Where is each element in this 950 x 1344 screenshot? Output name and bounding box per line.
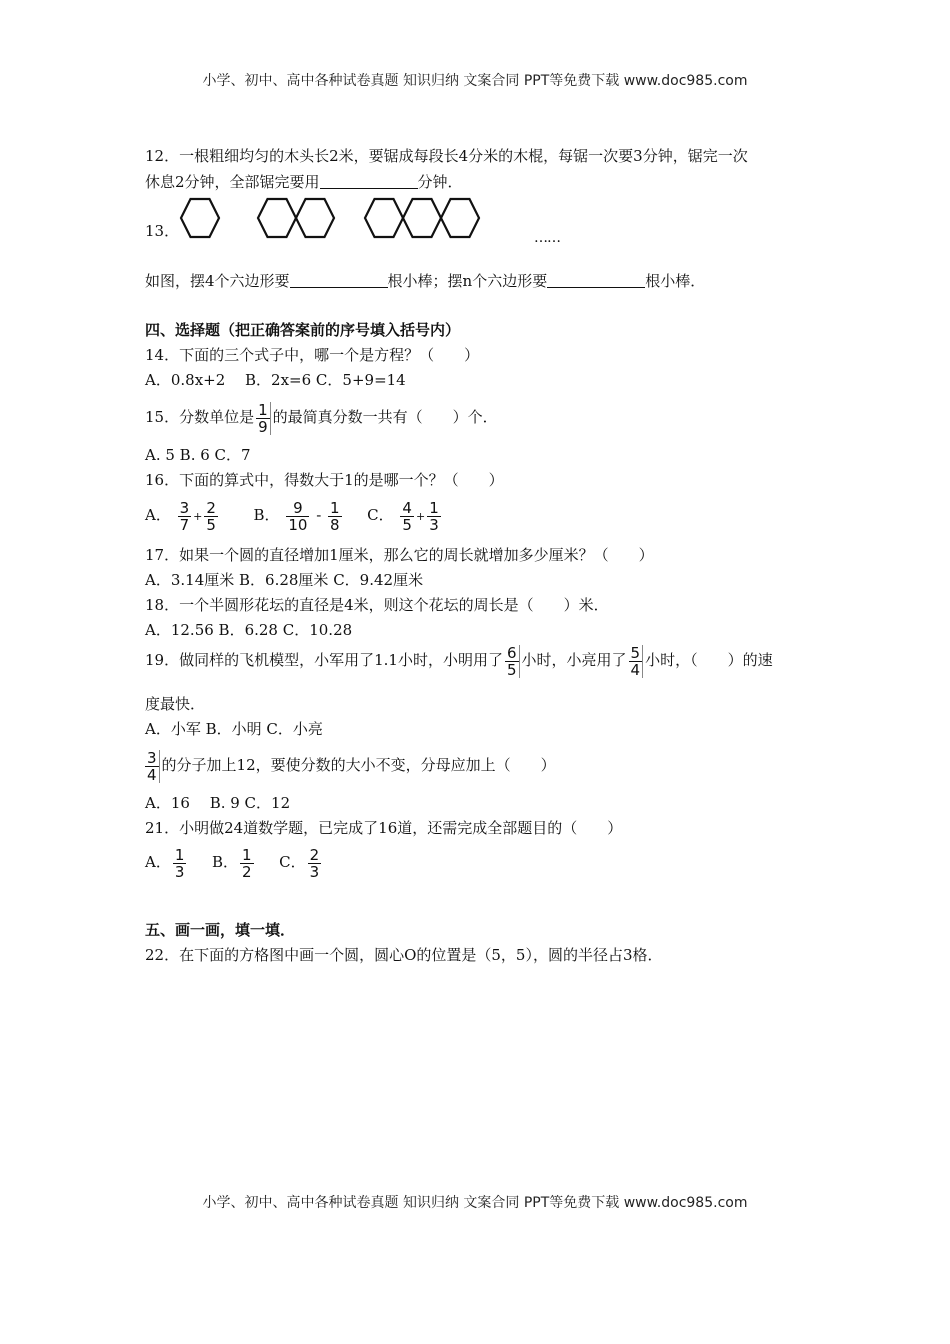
fraction-num: 3 <box>179 498 190 517</box>
fraction-den: 4 <box>147 765 157 784</box>
question-15-options: A. 5 B. 6 C．7 <box>145 446 251 464</box>
question-12-line-1: 12．一根粗细均匀的木头长2米，要锯成每段长4分米的木棍，每锯一次要3分钟，锯完一次 <box>145 147 748 165</box>
fraction-den: 3 <box>429 515 439 534</box>
question-14-options: A．0.8x+2 B．2x=6 C．5+9=14 <box>145 371 406 389</box>
fraction-five-fourths <box>629 645 644 678</box>
operator: + <box>193 510 203 523</box>
option-c-label: C． <box>279 853 306 871</box>
option-c-fraction-2 <box>427 500 441 533</box>
section-5-title: 五、画一画，填一填． <box>145 921 296 939</box>
answer-blank-12[interactable] <box>320 173 418 189</box>
hexagon-2a <box>258 199 296 237</box>
fraction-num: 5 <box>630 643 641 662</box>
option-b-fraction-2 <box>328 500 342 533</box>
fraction-num: 1 <box>241 845 252 864</box>
fraction-num: 1 <box>174 845 185 864</box>
question-19-post: 小时，（ ）的速 <box>645 651 773 669</box>
question-16-options <box>145 495 443 535</box>
option-a-fraction-2 <box>204 500 218 533</box>
fraction-den: 2 <box>241 862 252 881</box>
option-b-fraction <box>240 847 254 880</box>
question-19-pre: 19．做同样的飞机模型，小军用了1.1小时，小明用了 <box>145 651 503 669</box>
question-13-part-a: 如图，摆4个六边形要 <box>145 272 290 290</box>
question-20-text: 的分子加上12，要使分数的大小不变，分母应加上（ ） <box>161 756 556 774</box>
fraction-num: 2 <box>206 498 216 517</box>
hexagon-1 <box>181 199 219 237</box>
question-15-pre: 15．分数单位是 <box>145 408 255 426</box>
question-12-line-2 <box>145 172 463 192</box>
option-b-fraction-1 <box>286 500 309 533</box>
hexagon-2b <box>296 199 334 237</box>
fraction-den: 4 <box>630 660 641 679</box>
answer-blank-13b[interactable] <box>547 272 645 288</box>
section-4-title: 四、选择题（把正确答案前的序号填入括号内） <box>145 321 461 339</box>
hexagon-3c <box>441 199 479 237</box>
operator: + <box>415 510 426 523</box>
question-22-stem: 22．在下面的方格图中画一个圆，圆心O的位置是（5，5），圆的半径占3格． <box>145 946 663 964</box>
page-footer: 小学、初中、高中各种试卷真题 知识归纳 文案合同 PPT等免费下载 www.doc985.com <box>202 1195 748 1211</box>
option-c-fraction-1 <box>400 500 414 533</box>
fraction-three-fourths <box>145 750 160 783</box>
hexagon-figure <box>175 192 485 244</box>
fraction-one-ninth <box>256 402 271 435</box>
option-a-label: A． <box>145 853 171 871</box>
fraction-num: 1 <box>258 400 268 419</box>
fraction-den: 5 <box>206 515 216 534</box>
fraction-six-fifths <box>505 645 520 678</box>
question-13-part-c: 根小棒． <box>645 272 706 290</box>
question-21-options <box>145 842 323 882</box>
option-c-fraction <box>308 847 322 880</box>
fraction-num: 4 <box>402 498 412 517</box>
fraction-num: 9 <box>293 498 303 517</box>
question-18-options: A．12.56 B．6.28 C．10.28 <box>145 621 353 639</box>
operator: - <box>316 506 322 524</box>
fraction-den: 5 <box>506 660 517 679</box>
question-13-part-b: 根小棒；摆n个六边形要 <box>387 272 548 290</box>
fraction-den: 8 <box>330 515 340 534</box>
fraction-den: 10 <box>288 515 308 534</box>
fraction-den: 9 <box>258 417 268 436</box>
question-18-stem: 18．一个半圆形花坛的直径是4米，则这个花坛的周长是（ ）米． <box>145 596 609 614</box>
question-15-stem <box>145 400 498 434</box>
question-16-stem: 16．下面的算式中，得数大于1的是哪一个？（ ） <box>145 471 504 489</box>
fraction-den: 3 <box>309 862 320 881</box>
continuation-dots: …… <box>534 230 560 246</box>
question-17-options: A．3.14厘米 B．6.28厘米 C．9.42厘米 <box>145 571 424 589</box>
fraction-num: 2 <box>309 845 320 864</box>
question-21-stem: 21．小明做24道数学题，已完成了16道，还需完成全部题目的（ ） <box>145 819 623 837</box>
answer-blank-13a[interactable] <box>290 272 388 288</box>
question-13-text <box>145 271 705 291</box>
question-17-stem: 17．如果一个圆的直径增加1厘米，那么它的周长就增加多少厘米？（ ） <box>145 546 654 564</box>
question-19-line-2: 度最快． <box>145 695 206 713</box>
fraction-den: 7 <box>179 515 190 534</box>
question-20-stem <box>145 745 556 785</box>
question-19-stem <box>145 640 773 680</box>
fraction-num: 1 <box>429 498 439 517</box>
fraction-num: 3 <box>147 748 157 767</box>
question-15-post: 的最简真分数一共有（ ）个． <box>272 408 498 426</box>
question-12-unit: 分钟． <box>417 173 463 191</box>
hexagon-3a <box>365 199 403 237</box>
question-12-text: 休息2分钟，全部锯完要用 <box>145 173 320 191</box>
option-a-fraction <box>173 847 187 880</box>
question-14-stem: 14．下面的三个式子中，哪一个是方程？（ ） <box>145 346 480 364</box>
fraction-den: 5 <box>402 515 412 534</box>
option-b-label: B． <box>211 853 238 871</box>
option-a-fraction-1 <box>178 500 192 533</box>
question-13-number: 13． <box>145 222 180 240</box>
page-header: 小学、初中、高中各种试卷真题 知识归纳 文案合同 PPT等免费下载 www.doc985.com <box>202 73 748 89</box>
fraction-num: 6 <box>506 643 517 662</box>
fraction-num: 1 <box>330 498 340 517</box>
fraction-den: 3 <box>174 862 185 881</box>
option-b-label: B． <box>253 506 280 524</box>
hexagon-3b <box>403 199 441 237</box>
option-c-label: C． <box>367 506 394 524</box>
question-19-options: A．小军 B．小明 C．小亮 <box>145 720 323 738</box>
option-a-label: A． <box>145 506 171 524</box>
question-20-options: A．16 B. 9 C．12 <box>145 794 291 812</box>
question-19-mid: 小时，小亮用了 <box>521 651 627 669</box>
